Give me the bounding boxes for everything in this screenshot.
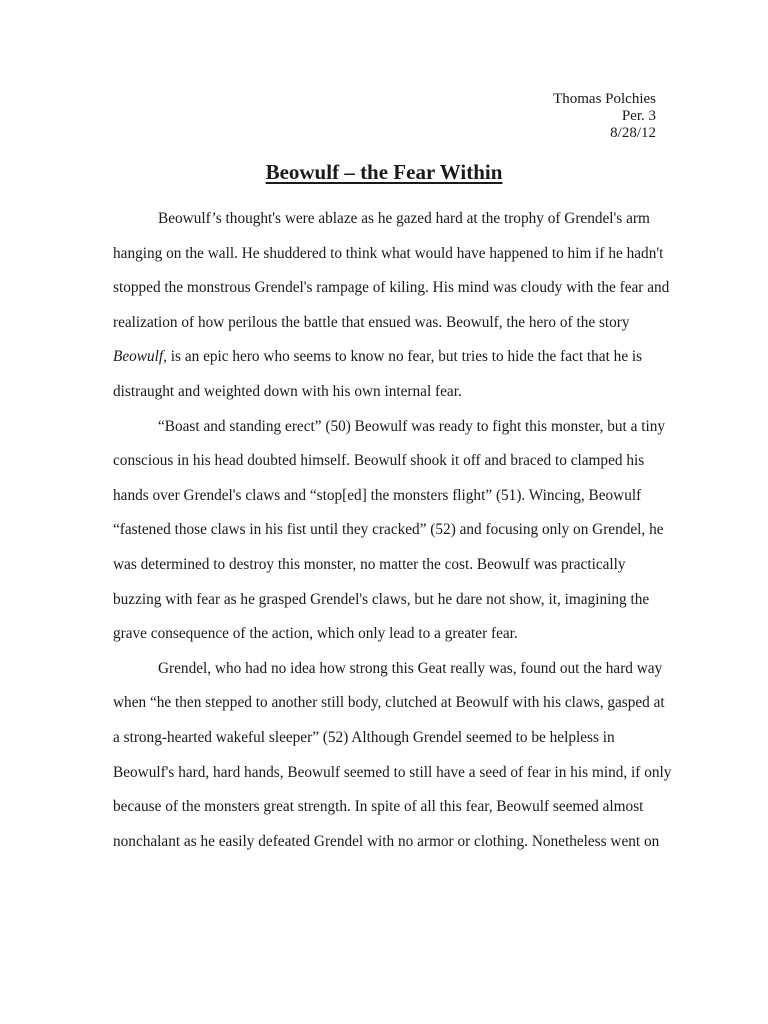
essay-body	[113, 202, 672, 859]
essay-title: Beowulf – the Fear Within	[265, 160, 503, 184]
paragraph-3-line-2: when “he then stepped to another still body, clutched at Beowulf with his claws, gasped at	[113, 694, 665, 712]
paragraph-1-line-1: Beowulf’s thought's were ablaze as he gazed hard at the trophy of Grendel's arm	[158, 210, 650, 227]
paragraph-2-line-2: conscious in his head doubted himself. Beowulf shook it off and braced to clamped his	[113, 452, 645, 470]
paragraph-2-line-5: was determined to destroy this monster, no matter the cost. Beowulf was practically	[113, 555, 626, 573]
paragraph-2-line-3: hands over Grendel's claws and “stop[ed] the monsters flight” (51). Wincing, Beowulf	[113, 486, 642, 504]
paragraph-2-line-1: “Boast and standing erect” (50) Beowulf was ready to fight this monster, but a tiny	[158, 417, 666, 435]
paragraph-3-line-1: Grendel, who had no idea how strong this Geat really was, found out the hard way	[158, 659, 663, 677]
paragraph-3-line-6: nonchalant as he easily defeated Grendel with no armor or clothing. Nonetheless went on	[113, 832, 660, 850]
date: 8/28/12	[610, 125, 656, 141]
paragraph-1-line-3: stopped the monstrous Grendel's rampage of kiling. His mind was cloudy with the fear and	[113, 279, 670, 297]
paragraph-2-line-6: buzzing with fear as he grasped Grendel's claws, but he dare not show, it, imagining the	[113, 590, 650, 608]
paragraph-3-line-3: a strong-hearted wakeful sleeper” (52) Although Grendel seemed to be helpless in	[113, 728, 615, 746]
author-name: Thomas Polchies	[553, 91, 656, 107]
paragraph-2-line-7: grave consequence of the action, which only lead to a greater fear.	[113, 625, 518, 643]
paragraph-1-line-2: hanging on the wall. He shuddered to think what would have happened to him if he hadn't	[113, 244, 664, 262]
paragraph-1-line-5	[113, 340, 661, 375]
paragraph-1-line-6: distraught and weighted down with his own internal fear.	[113, 382, 462, 400]
paragraph-2-line-4: “fastened those claws in his fist until they cracked” (52) and focusing only on Grendel, he	[113, 521, 664, 539]
paragraph-1-line-5-text: is an epic hero who seems to know no fear, but tries to hide the fact that he is	[170, 348, 643, 366]
paragraph-1-line-4: realization of how perilous the battle that ensued was. Beowulf, the hero of the story	[113, 313, 630, 331]
class-period: Per. 3	[621, 108, 656, 124]
header-block	[553, 91, 656, 142]
paragraph-3-line-4: Beowulf's hard, hard hands, Beowulf seemed to still have a seed of fear in his mind, if only	[113, 763, 672, 781]
paragraph-3-line-5: because of the monsters great strength. In spite of all this fear, Beowulf seemed almost	[113, 798, 644, 816]
italic-title-word: Beowulf,	[113, 348, 167, 366]
